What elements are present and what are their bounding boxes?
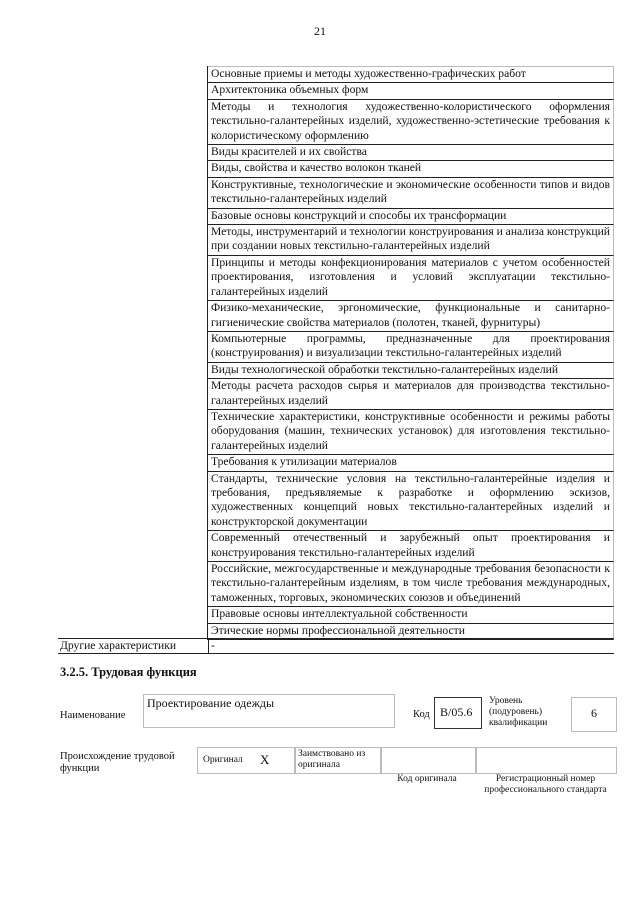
requirement-item: Методы и технология художественно-колористического оформления текстильно-галантерейных изделий, художественно-эстетические требования к колористическому оформлению [208, 100, 614, 145]
requirement-item: Принципы и методы конфекционирования материалов с учетом особенностей проектирования, изготовления и условий эксплуатации текстильно-галантерейных изделий [208, 256, 614, 301]
reg-number-cell [475, 747, 617, 774]
level-box [571, 697, 617, 732]
requirement-item: Виды красителей и их свойства [208, 145, 614, 161]
original-label: Оригинал [203, 755, 243, 765]
requirement-item: Российские, межгосударственные и международные требования безопасности к текстильно-галантерейным изделиям, в том числе требования международных, таможенных, торговых, экономических союзов и объединений [208, 562, 614, 607]
requirement-item: Физико-механические, эргономические, функциональные и санитарно-гигиенические свойства материалов (полотен, тканей, фурнитуры) [208, 301, 614, 332]
level-label: Уровень (подуровень) квалификации [489, 696, 548, 728]
requirement-item: Требования к утилизации материалов [208, 455, 614, 471]
original-cell [197, 747, 296, 774]
code-value: B/05.6 [440, 705, 473, 719]
requirements-list [208, 66, 615, 640]
name-box [143, 694, 395, 728]
other-characteristics-row [58, 638, 614, 654]
other-characteristics-label: Другие характеристики [60, 639, 177, 652]
other-characteristics-value: - [208, 639, 215, 653]
page-number: 21 [314, 24, 326, 38]
requirement-item: Конструктивные, технологические и экономические особенности типов и видов текстильно-галантерейных изделий [208, 178, 614, 209]
code-original-caption: Код оригинала [397, 774, 457, 784]
borrowed-cell [294, 747, 382, 774]
name-label: Наименование [60, 710, 126, 721]
requirement-item: Этические нормы профессиональной деятельности [208, 624, 614, 640]
origin-label: Происхождение трудовой функции [60, 751, 175, 774]
requirement-item: Методы расчета расходов сырья и материалов для производства текстильно-галантерейных изделий [208, 379, 614, 410]
requirement-item: Архитектоника объемных форм [208, 83, 614, 99]
requirement-item: Основные приемы и методы художественно-графических работ [208, 66, 614, 83]
requirement-item: Виды технологической обработки текстильно-галантерейных изделий [208, 363, 614, 379]
requirement-item: Базовые основы конструкций и способы их трансформации [208, 209, 614, 225]
requirement-item: Технические характеристики, конструктивные особенности и режимы работы оборудования (машин, технических установок) для изготовления текстильно-галантерейных изделий [208, 410, 614, 455]
reg-number-caption: Регистрационный номер профессионального стандарта [484, 774, 607, 795]
level-value: 6 [591, 706, 597, 720]
requirement-item: Компьютерные программы, предназначенные для проектирования (конструирования) и визуализации текстильно-галантерейных изделий [208, 332, 614, 363]
requirement-item: Правовые основы интеллектуальной собственности [208, 607, 614, 623]
requirement-item: Методы, инструментарий и технологии конструирования и анализа конструкций при создании новых текстильно-галантерейных изделий [208, 225, 614, 256]
section-title: 3.2.5. Трудовая функция [60, 665, 197, 679]
requirement-item: Стандарты, технические условия на текстильно-галантерейные изделия и требования, предъявляемые к разработке и оформлению эскизов, художественных концепций новых текстильно-галантерейных изделий и конструкторской документации [208, 472, 614, 532]
code-label: Код [413, 709, 430, 720]
code-original-cell [380, 747, 477, 774]
requirements-table [58, 66, 614, 640]
name-value: Проектирование одежды [147, 696, 275, 710]
requirement-item: Современный отечественный и зарубежный опыт проектирования и конструирования текстильно-галантерейных изделий [208, 531, 614, 562]
requirement-item: Виды, свойства и качество волокон тканей [208, 161, 614, 177]
borrowed-label: Заимствовано из оригинала [298, 749, 366, 770]
requirements-label-cell [58, 66, 208, 640]
code-box [434, 697, 482, 729]
original-mark: X [260, 752, 270, 767]
